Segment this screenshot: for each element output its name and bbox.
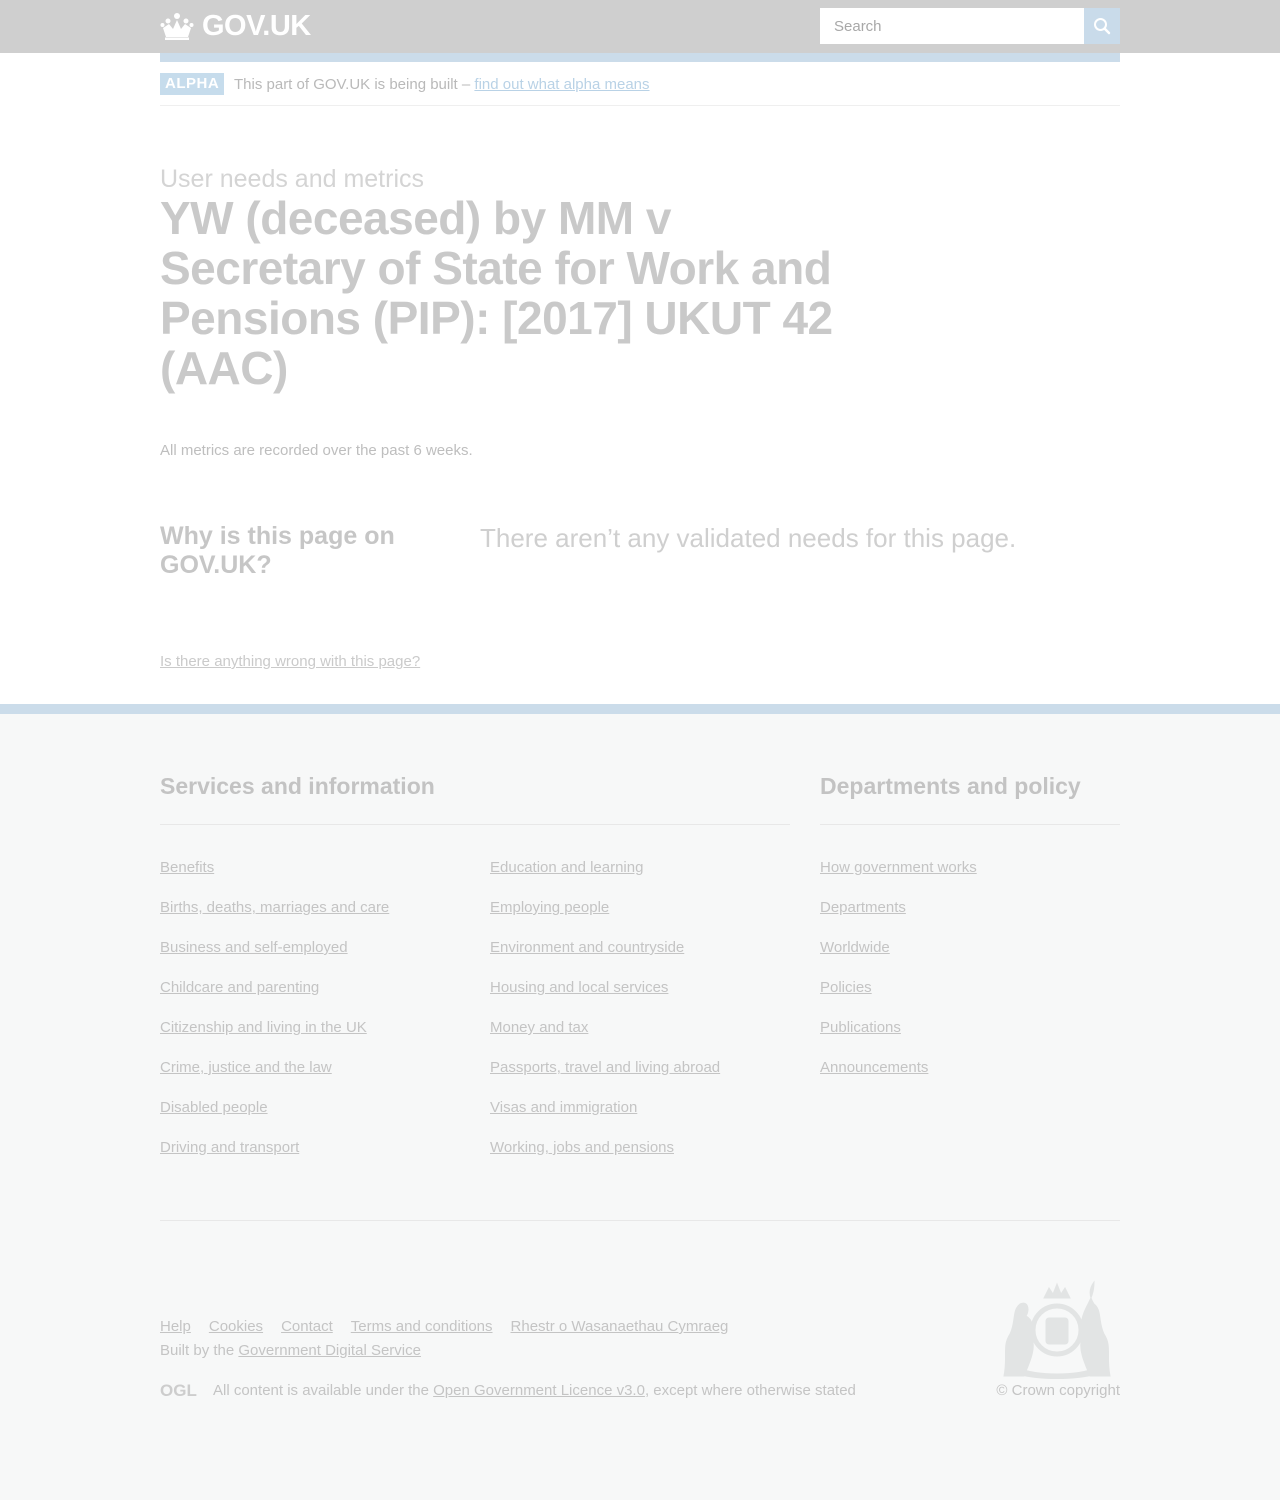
licence-prefix: All content is available under the: [213, 1382, 434, 1399]
licence-text: [213, 1381, 856, 1401]
crown-icon: [160, 12, 194, 40]
meta-links: [160, 1317, 746, 1337]
footer-link-business[interactable]: Business and self-employed: [160, 939, 348, 956]
search-button[interactable]: [1084, 8, 1120, 44]
phase-banner: [160, 73, 1120, 106]
footer-link-welsh-services[interactable]: Rhestr o Wasanaethau Cymraeg: [510, 1318, 729, 1335]
ogl-logo-icon: [160, 1381, 201, 1398]
alpha-info-link[interactable]: find out what alpha means: [474, 76, 650, 93]
logo-text: GOV.UK: [202, 9, 311, 42]
divider: [820, 824, 1120, 825]
footer-link-announcements[interactable]: Announcements: [820, 1059, 929, 1076]
metrics-note: All metrics are recorded over the past 6 weeks.: [160, 442, 473, 459]
footer-link-help[interactable]: Help: [160, 1318, 191, 1335]
footer-link-childcare[interactable]: Childcare and parenting: [160, 979, 320, 996]
divider: [160, 1220, 1120, 1221]
footer-link-births-deaths[interactable]: Births, deaths, marriages and care: [160, 899, 390, 916]
built-by-prefix: Built by the: [160, 1342, 239, 1359]
header-accent-bar: [160, 53, 1120, 62]
footer-link-publications[interactable]: Publications: [820, 1019, 901, 1036]
site-header: [0, 0, 1280, 53]
licence-suffix: , except where otherwise stated: [644, 1382, 856, 1399]
footer-link-working[interactable]: Working, jobs and pensions: [490, 1139, 674, 1156]
footer-link-how-government-works[interactable]: How government works: [820, 859, 977, 876]
gds-link[interactable]: Government Digital Service: [238, 1342, 421, 1359]
footer-link-disabled[interactable]: Disabled people: [160, 1099, 268, 1116]
footer-link-passports[interactable]: Passports, travel and living abroad: [490, 1059, 721, 1076]
ogl-logo-text: OGL: [160, 1381, 197, 1398]
departments-list: [820, 858, 977, 1098]
footer-link-housing[interactable]: Housing and local services: [490, 979, 669, 996]
services-list-col1: [160, 858, 389, 1178]
footer-link-worldwide[interactable]: Worldwide: [820, 939, 890, 956]
services-list-col2: [490, 858, 720, 1178]
phase-tag: ALPHA: [160, 73, 224, 95]
footer-link-contact[interactable]: Contact: [281, 1318, 333, 1335]
no-needs-message: There aren’t any validated needs for this page.: [480, 523, 1017, 553]
search-icon: [1093, 17, 1111, 35]
departments-heading: Departments and policy: [820, 773, 1081, 799]
page-title: YW (deceased) by MM v Secretary of State for Work and Pensions (PIP): [2017] UKUT 42 (AAC): [160, 192, 833, 394]
footer-link-cookies[interactable]: Cookies: [208, 1318, 264, 1335]
footer-link-crime-justice[interactable]: Crime, justice and the law: [160, 1059, 332, 1076]
page-caption: User needs and metrics: [160, 165, 425, 193]
divider: [160, 824, 790, 825]
crown-copyright-link[interactable]: © Crown copyright: [996, 1382, 1120, 1399]
site-footer: [0, 704, 1280, 1500]
footer-link-employing[interactable]: Employing people: [490, 899, 610, 916]
royal-coat-of-arms-icon: [994, 1276, 1120, 1380]
footer-link-departments[interactable]: Departments: [820, 899, 906, 916]
footer-link-visas[interactable]: Visas and immigration: [490, 1099, 638, 1116]
footer-link-education[interactable]: Education and learning: [490, 859, 644, 876]
built-by: [160, 1341, 421, 1361]
footer-link-environment[interactable]: Environment and countryside: [490, 939, 685, 956]
footer-link-driving[interactable]: Driving and transport: [160, 1139, 300, 1156]
footer-link-money-tax[interactable]: Money and tax: [490, 1019, 589, 1036]
ogl-licence-link[interactable]: Open Government Licence v3.0: [433, 1382, 645, 1399]
services-heading: Services and information: [160, 773, 435, 799]
footer-link-benefits[interactable]: Benefits: [160, 859, 215, 876]
report-problem-link[interactable]: Is there anything wrong with this page?: [160, 653, 421, 670]
why-heading: Why is this page on GOV.UK?: [160, 522, 395, 579]
footer-link-terms[interactable]: Terms and conditions: [350, 1318, 493, 1335]
search-input[interactable]: [820, 8, 1084, 44]
footer-link-policies[interactable]: Policies: [820, 979, 872, 996]
govuk-logo-link[interactable]: [160, 9, 311, 43]
footer-link-citizenship[interactable]: Citizenship and living in the UK: [160, 1019, 367, 1036]
phase-text-label: This part of GOV.UK is being built –: [234, 76, 475, 93]
phase-text: [234, 75, 650, 95]
